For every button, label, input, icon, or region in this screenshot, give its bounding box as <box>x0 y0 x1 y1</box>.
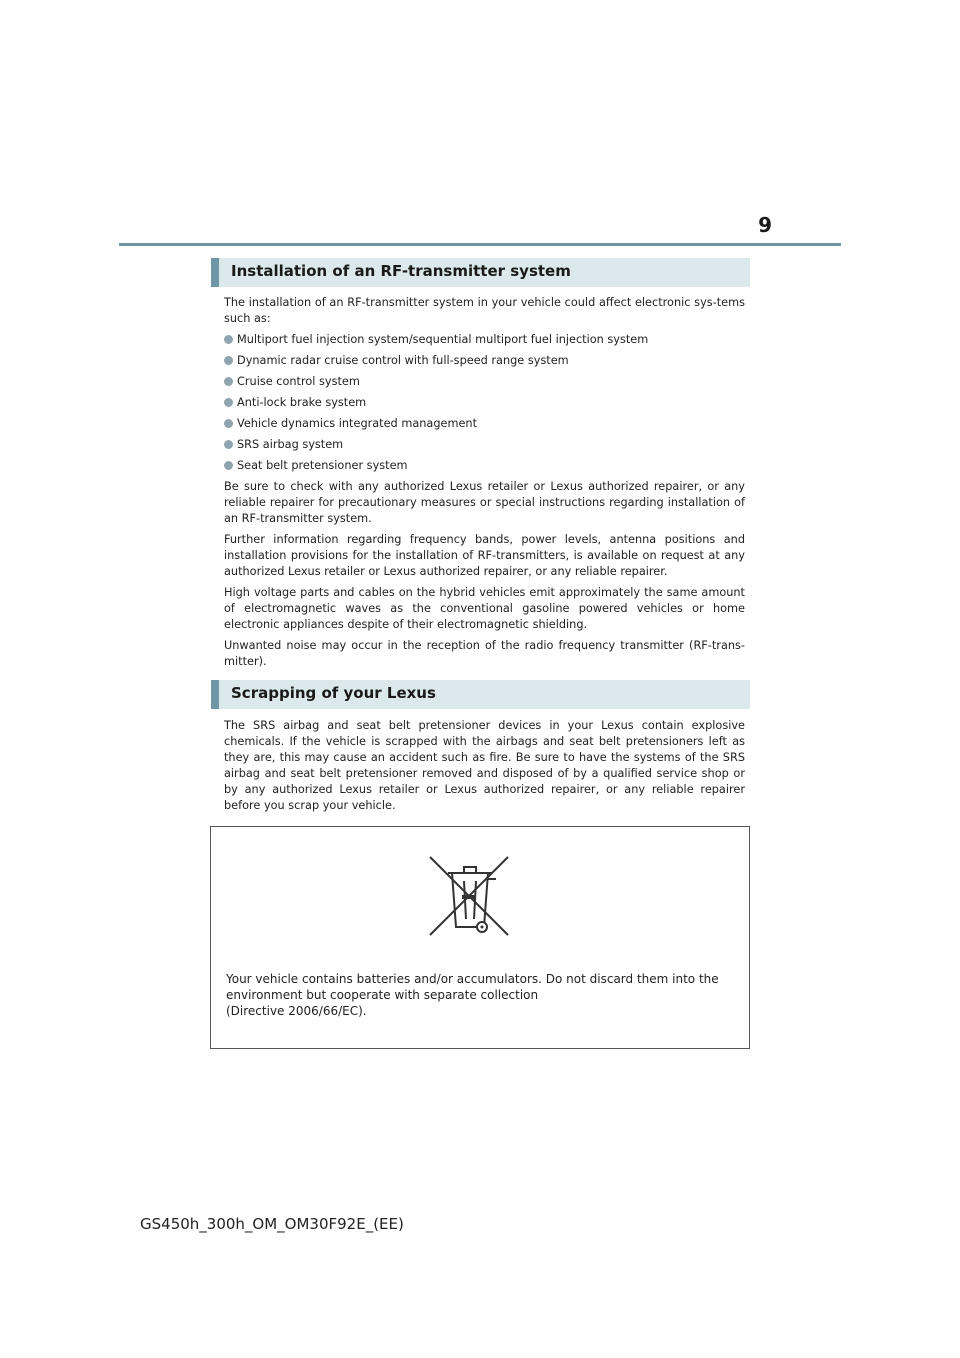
list-item: Dynamic radar cruise control with full-speed range system <box>224 353 745 369</box>
page-number: 9 <box>758 213 772 237</box>
bullet-dot-icon <box>224 419 233 428</box>
notice-line-1: Your vehicle contains batteries and/or accumulators. Do not discard them into the environment but cooperate with separate collection <box>226 972 719 1002</box>
rf-section-body <box>224 295 745 675</box>
bullet-dot-icon <box>224 335 233 344</box>
header-rule <box>119 243 841 246</box>
section-title: Installation of an RF-transmitter system <box>231 262 571 280</box>
list-item: Cruise control system <box>224 374 745 390</box>
section-header-scrapping <box>211 680 750 709</box>
bullet-dot-icon <box>224 356 233 365</box>
bullet-dot-icon <box>224 461 233 470</box>
list-item: Multiport fuel injection system/sequential multiport fuel injection system <box>224 332 745 348</box>
rf-paragraph-further-info: Further information regarding frequency bands, power levels, antenna positions and installation provisions for the installation of RF-transmitters, is available on request at any authorized Lexus retailer or Lexus authorized repairer, or any reliable repairer. <box>224 533 745 578</box>
rf-paragraph-high-voltage: High voltage parts and cables on the hybrid vehicles emit approximately the same amount of electromagnetic waves as the conventional gasoline powered vehicles or home electronic appliances despite of their electromagnetic shielding. <box>224 586 745 631</box>
bullet-dot-icon <box>224 440 233 449</box>
battery-disposal-notice <box>210 826 750 1049</box>
list-item: SRS airbag system <box>224 437 745 453</box>
document-code: GS450h_300h_OM_OM30F92E_(EE) <box>140 1215 404 1233</box>
rf-paragraph-check-retailer: Be sure to check with any authorized Lexus retailer or Lexus authorized repairer, or any reliable repairer for precautionary measures or special instructions regarding installation of an RF-transmitter system. <box>224 480 745 525</box>
scrap-paragraph: The SRS airbag and seat belt pretensioner devices in your Lexus contain explosive chemicals. If the vehicle is scrapped with the airbags and seat belt pretensioners left as they are, this may cause an accident such as fire. Be sure to have the systems of the SRS airbag and seat belt pretensioner removed and disposed of by a qualified service shop or by any authorized Lexus retailer or Lexus authorized repairer, or any reliable repairer before you scrap your vehicle. <box>224 719 745 812</box>
list-item: Seat belt pretensioner system <box>224 458 745 474</box>
list-item: Anti-lock brake system <box>224 395 745 411</box>
list-item: Vehicle dynamics integrated management <box>224 416 745 432</box>
bullet-dot-icon <box>224 398 233 407</box>
notice-line-2: (Directive 2006/66/EC). <box>226 1004 367 1018</box>
rf-paragraph-unwanted-noise: Unwanted noise may occur in the reception of the radio frequency transmitter (RF-trans-mitter). <box>224 639 745 668</box>
scrap-section-body <box>224 718 745 819</box>
notice-text <box>226 971 731 1019</box>
rf-intro-paragraph: The installation of an RF-transmitter system in your vehicle could affect electronic sys-tems such as: <box>224 296 745 325</box>
affected-systems-list <box>224 332 745 474</box>
section-header-rf-transmitter <box>211 258 750 287</box>
crossed-out-wheelie-bin-icon <box>428 855 510 937</box>
bullet-dot-icon <box>224 377 233 386</box>
section-title: Scrapping of your Lexus <box>231 684 436 702</box>
